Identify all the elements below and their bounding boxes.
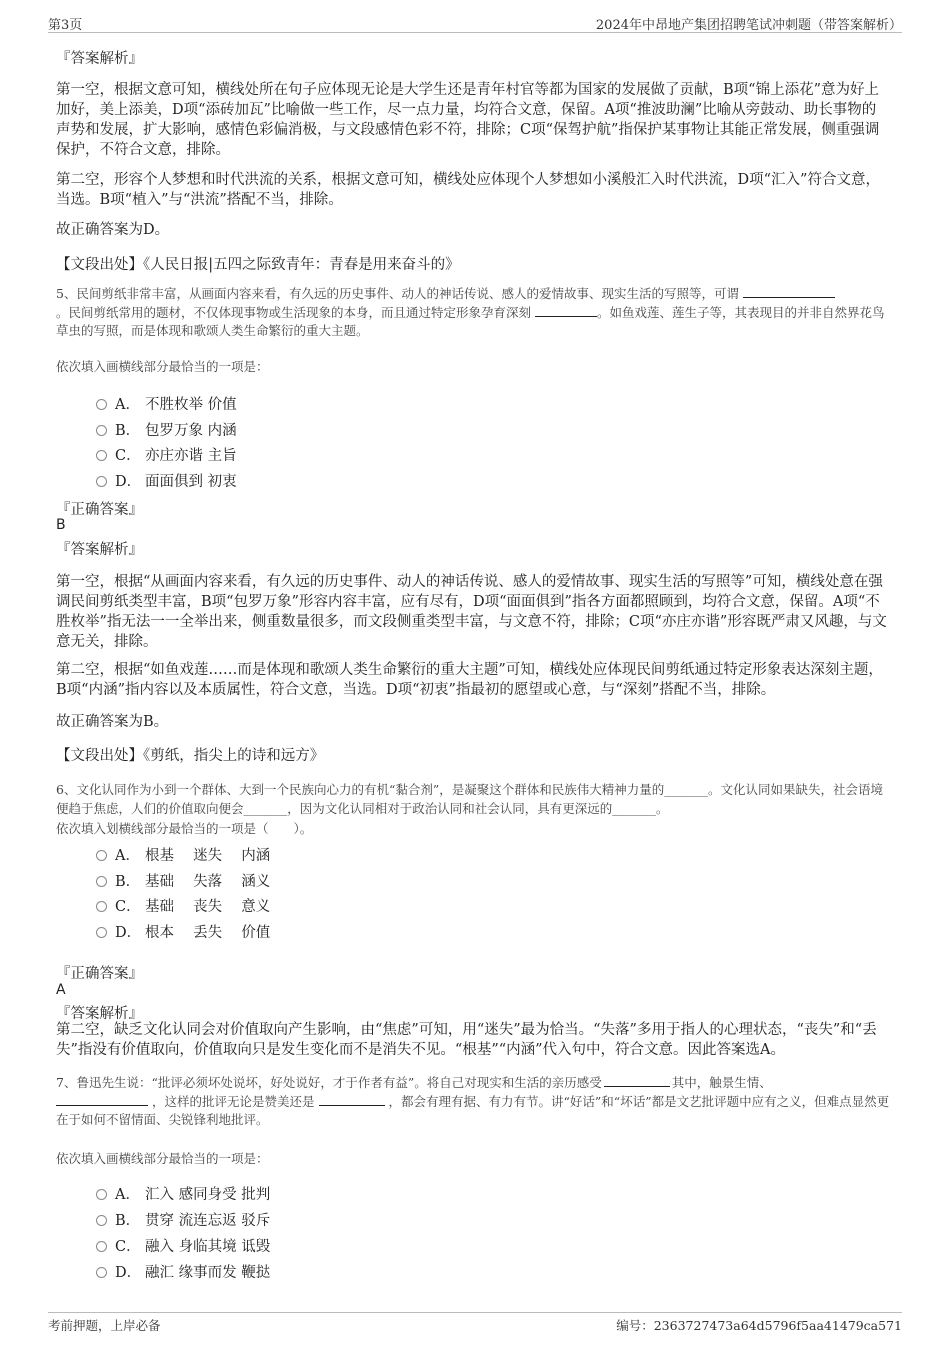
option-d[interactable]: D． 面面俱到 初衷 [96, 470, 237, 490]
correct-answer-label: 『正确答案』 [56, 966, 143, 982]
radio-icon[interactable] [96, 901, 107, 912]
analysis-label: 『答案解析』 [56, 51, 143, 67]
question-7-stem: 7、鲁迅先生说：“批评必须坏处说坏，好处说好，才于作者有益”。将自己对现实和生活的亲历感受 其中，触景生情、 ，这样的批评无论是赞美还是 ，都会有理有据、有力有节。讲“好话”和“坏话”都是文艺批评题中应有之义，但难点显然更在于如何不留情面、尖锐锋利地批评。 [56, 1075, 890, 1127]
radio-icon[interactable] [96, 876, 107, 887]
option-a[interactable]: A． 不胜枚举 价值 [96, 393, 237, 413]
analysis-paragraph: 第二空，缺乏文化认同会对价值取向产生影响，由“焦虑”可知，用“迷失”最为恰当。“失落”多用于指人的心理状态，“丧失”和“丢失”指没有价值取向，价值取向只是发生变化而不是消失不见。“根基”“内涵”代入句中，符合文意。因此答案选A。 [56, 1022, 877, 1058]
fill-blank [56, 1093, 148, 1106]
radio-icon[interactable] [96, 1267, 107, 1278]
option-c[interactable]: C． 亦庄亦谐 主旨 [96, 444, 237, 464]
source-citation: 【文段出处】《剪纸，指尖上的诗和远方》 [56, 748, 325, 764]
page-header [48, 12, 902, 33]
analysis-paragraph: 第一空，根据“从画面内容来看，有久远的历史事件、动人的神话传说、感人的爱情故事、现实生活的写照等”可知，横线处意在强调民间剪纸类型丰富，B项“包罗万象”形容内容丰富，应有尽有，D项“面面俱到”指各方面都照顾到，均符合文意，保留。A项“不胜枚举”指无法一一全举出来，侧重数量很多，而文段侧重类型丰富，与文意不符，排除；C项“亦庄亦谐”形容既严肃又风趣，与文意无关，排除。 [56, 574, 887, 650]
question-prompt: 依次填入划横线部分最恰当的一项是（ ）。 [56, 821, 313, 836]
option-c[interactable]: C． 基础 丧失 意义 [96, 895, 270, 915]
radio-icon[interactable] [96, 450, 107, 461]
document-title: 2024年中昂地产集团招聘笔试冲刺题（带答案解析） [595, 18, 902, 33]
conclusion: 故正确答案为B。 [56, 714, 169, 730]
page-number: 第3页 [48, 18, 83, 33]
radio-icon[interactable] [96, 399, 107, 410]
analysis-paragraph: 第二空，形容个人梦想和时代洪流的关系，根据文意可知，横线处应体现个人梦想如小溪般汇入时代洪流，D项“汇入”符合文意，当选。B项“植入”与“洪流”搭配不当，排除。 [56, 172, 880, 208]
conclusion: 故正确答案为D。 [56, 222, 170, 238]
radio-icon[interactable] [96, 425, 107, 436]
radio-icon[interactable] [96, 850, 107, 861]
option-b[interactable]: B． 包罗万象 内涵 [96, 419, 237, 439]
question-5-stem: 5、民间剪纸非常丰富，从画面内容来看，有久远的历史事件、动人的神话传说、感人的爱情故事、现实生活的写照等，可谓 。民间剪纸常用的题材，不仅体现事物或生活现象的本身，而且通过特定形象孕育深刻 。如鱼戏莲、莲生子等，其表现目的并非自然界花鸟草虫的写照，而是体现和歌颂人类生命繁衍的重大主题。 [56, 286, 885, 338]
option-a[interactable]: A． 根基 迷失 内涵 [96, 844, 270, 864]
analysis-paragraph: 第一空，根据文意可知，横线处所在句子应体现无论是大学生还是青年村官等都为国家的发展做了贡献，B项“锦上添花”意为好上加好，美上添美，D项“添砖加瓦”比喻做一些工作，尽一点力量，均符合文意，保留。A项“推波助澜”比喻从旁鼓动、助长事物的声势和发展，扩大影响，感情色彩偏消极，与文段感情色彩不符，排除；C项“保驾护航”指保护某事物让其能正常发展，侧重强调保护，不符合文意，排除。 [56, 82, 880, 158]
option-b[interactable]: B． 贯穿 流连忘返 驳斥 [96, 1209, 270, 1229]
radio-icon[interactable] [96, 1189, 107, 1200]
fill-blank [535, 304, 597, 317]
page-footer [48, 1312, 902, 1335]
document-code: 编号：2363727473a64d5796f5aa41479ca571 [616, 1318, 902, 1333]
correct-answer: B [56, 517, 66, 533]
analysis-paragraph: 第二空，根据“如鱼戏莲……而是体现和歌颂人类生命繁衍的重大主题”可知，横线处应体现民间剪纸通过特定形象表达深刻主题，B项“内涵”指内容以及本质属性，符合文意，当选。D项“初衷”指最初的愿望或心意，与“深刻”搭配不当，排除。 [56, 662, 883, 698]
fill-blank [319, 1093, 385, 1106]
analysis-label: 『答案解析』 [56, 542, 143, 558]
correct-answer: A [56, 982, 66, 998]
source-citation: 【文段出处】《人民日报|五四之际致青年：青春是用来奋斗的》 [56, 257, 460, 273]
radio-icon[interactable] [96, 927, 107, 938]
radio-icon[interactable] [96, 1215, 107, 1226]
analysis-label: 『答案解析』 [56, 1006, 143, 1022]
question-prompt: 依次填入画横线部分最恰当的一项是： [56, 359, 269, 374]
option-c[interactable]: C． 融入 身临其境 诋毁 [96, 1235, 270, 1255]
option-b[interactable]: B． 基础 失落 涵义 [96, 870, 270, 890]
option-d[interactable]: D． 根本 丢失 价值 [96, 921, 270, 941]
option-d[interactable]: D． 融汇 缘事而发 鞭挞 [96, 1261, 270, 1281]
correct-answer-label: 『正确答案』 [56, 502, 143, 518]
radio-icon[interactable] [96, 1241, 107, 1252]
fill-blank [604, 1074, 670, 1087]
option-a[interactable]: A． 汇入 感同身受 批判 [96, 1183, 270, 1203]
footer-motto: 考前押题，上岸必备 [48, 1318, 161, 1333]
question-6-stem: 6、文化认同作为小到一个群体、大到一个民族向心力的有机“黏合剂”，是凝聚这个群体和民族伟大精神力量的_______。文化认同如果缺失，社会语境便趋于焦虑，人们的价值取向便会_______，因为文化认同相对于政治认同和社会认同，具有更深远的_______。 [56, 782, 883, 816]
radio-icon[interactable] [96, 476, 107, 487]
fill-blank [743, 285, 835, 298]
question-prompt: 依次填入画横线部分最恰当的一项是： [56, 1151, 269, 1166]
